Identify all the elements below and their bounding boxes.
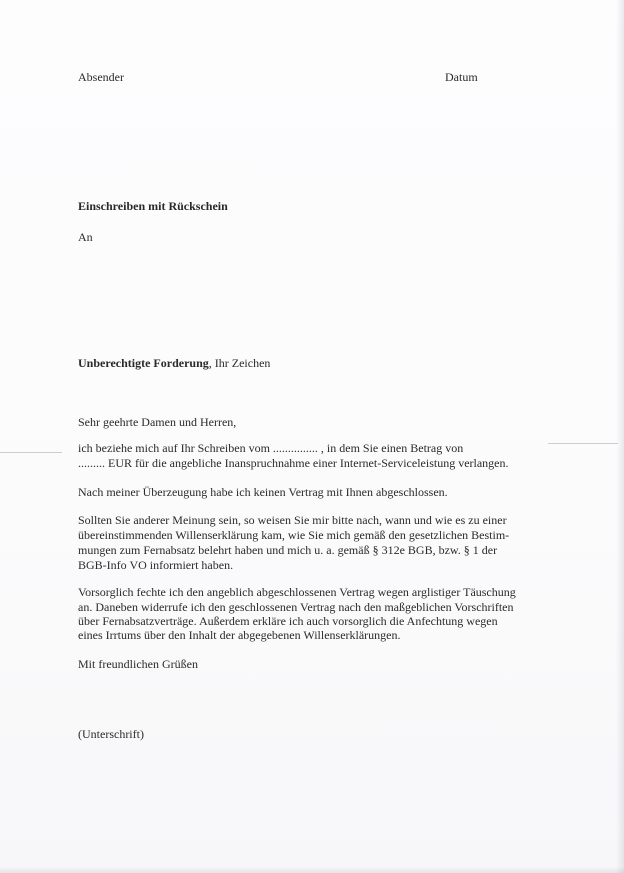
page-edge-bottom	[0, 867, 624, 873]
fold-mark-right	[548, 443, 618, 444]
paragraph-3-line-2: übereinstimmenden Willenserklärung kam, wie Sie mich gemäß den gesetzlichen Bestim-	[78, 528, 510, 542]
sender-label: Absender	[78, 70, 124, 84]
paragraph-1-line-1: ich beziehe mich auf Ihr Schreiben vom ............... , in dem Sie einen Betrag von	[78, 441, 464, 455]
salutation: Sehr geehrte Damen und Herren,	[78, 415, 237, 429]
subject-bold: Unberechtigte Forderung	[78, 356, 209, 370]
paragraph-4-line-4: eines Irrtums über den Inhalt der abgegebenen Willenserklärungen.	[78, 628, 401, 642]
delivery-method: Einschreiben mit Rückschein	[78, 199, 228, 213]
date-label: Datum	[445, 70, 478, 84]
paragraph-3-line-1: Sollten Sie anderer Meinung sein, so weisen Sie mir bitte nach, wann und wie es zu einer	[78, 513, 507, 527]
subject-rest: , Ihr Zeichen	[208, 356, 271, 370]
page-edge-right	[616, 0, 624, 873]
fold-mark-left	[0, 452, 62, 453]
subject-line	[78, 356, 270, 371]
signature-placeholder: (Unterschrift)	[78, 727, 144, 741]
paragraph-4-line-1: Vorsorglich fechte ich den angeblich abgeschlossenen Vertrag wegen arglistiger Täuschung	[78, 585, 516, 599]
paragraph-3-line-4: BGB-Info VO informiert haben.	[78, 558, 234, 572]
recipient-label: An	[78, 230, 93, 244]
paragraph-1-line-2: ......... EUR für die angebliche Inanspruchnahme einer Internet-Serviceleistung verlangen.	[78, 456, 509, 470]
paragraph-3-line-3: mungen zum Fernabsatz belehrt haben und mich u. a. gemäß § 312e BGB, bzw. § 1 der	[78, 543, 498, 557]
paragraph-4-line-3: über Fernabsatzverträge. Außerdem erkläre ich auch vorsorglich die Anfechtung wegen	[78, 614, 498, 628]
paragraph-4-line-2: an. Daneben widerrufe ich den geschlossenen Vertrag nach den maßgeblichen Vorschriften	[78, 600, 514, 614]
paragraph-2-line-1: Nach meiner Überzeugung habe ich keinen Vertrag mit Ihnen abgeschlossen.	[78, 485, 448, 499]
closing: Mit freundlichen Grüßen	[78, 657, 198, 671]
